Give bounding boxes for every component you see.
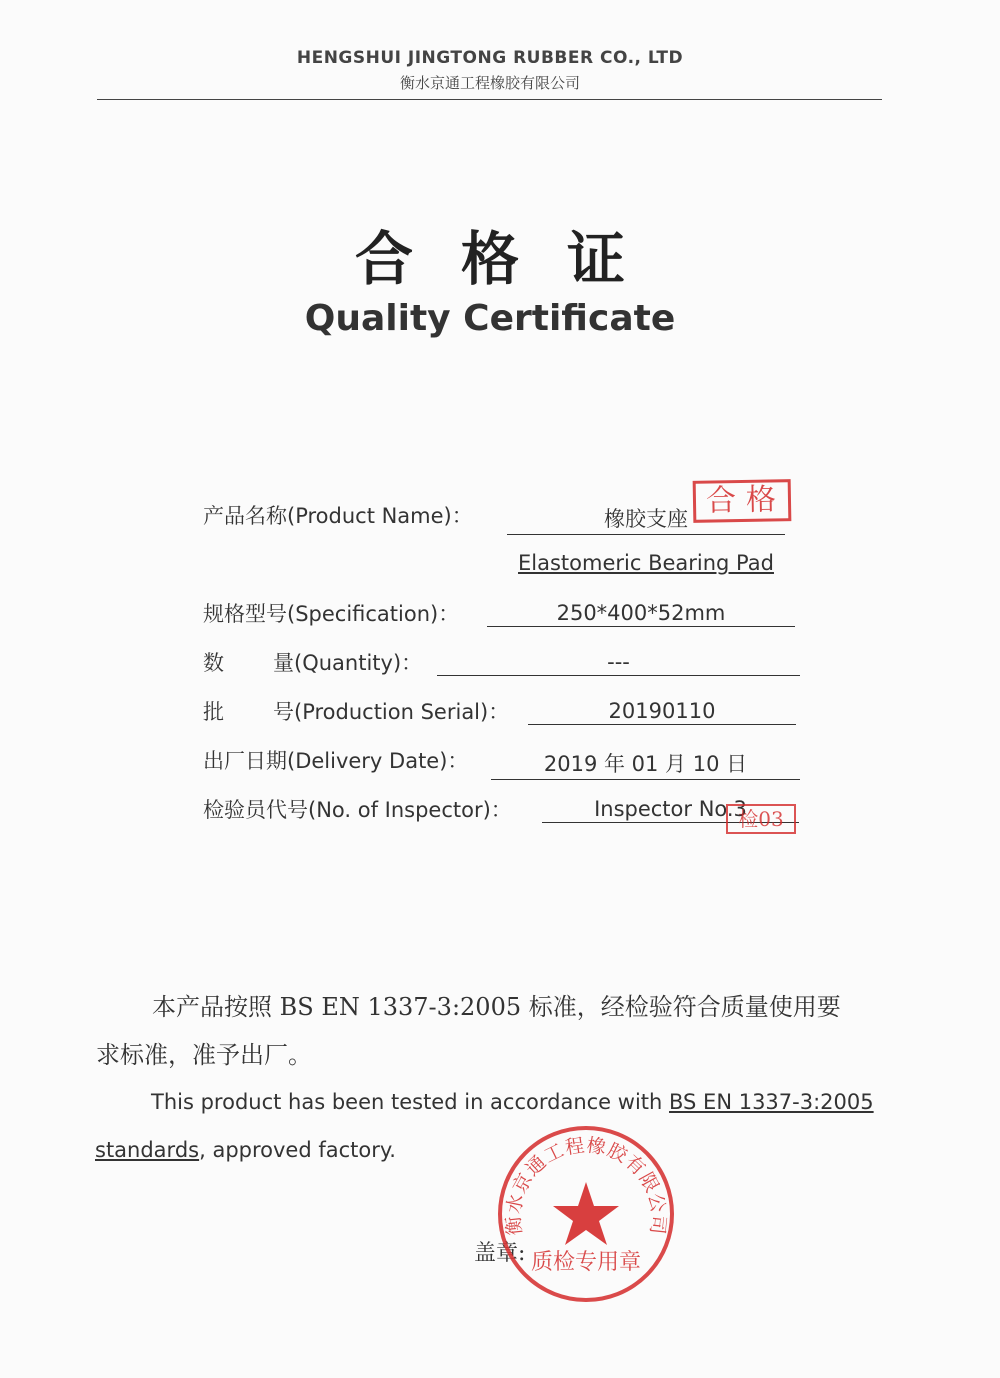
- serial-label-a: 批: [203, 700, 224, 724]
- title-en: Quality Certificate: [304, 298, 676, 339]
- statement-en-text-b: , approved factory.: [199, 1138, 396, 1162]
- product-name-en: Elastomeric Bearing Pad: [518, 551, 774, 575]
- delivery-date-label: 出厂日期(Delivery Date)：: [203, 749, 469, 773]
- serial-label-b: 号(Production Serial)：: [273, 700, 510, 724]
- quantity-label-a: 数: [203, 651, 224, 675]
- statement-en-text-a: This product has been tested in accordance with: [151, 1090, 670, 1114]
- seal-label: 盖章:: [474, 1241, 526, 1266]
- seal-star-icon: [553, 1182, 619, 1245]
- seal-bottom-text: 质检专用章: [530, 1250, 642, 1275]
- serial-value: 20190110: [528, 699, 796, 725]
- company-name-cn: 衡水京通工程橡胶有限公司: [399, 74, 580, 92]
- title-cn: 合格证: [354, 225, 673, 293]
- product-name-cn: 橡胶支座: [507, 503, 785, 535]
- inspector-stamp: 检03: [726, 804, 796, 834]
- pass-stamp: 合格: [693, 479, 792, 523]
- company-seal: [496, 1124, 676, 1304]
- product-name-label: 产品名称(Product Name)：: [203, 504, 473, 528]
- statement-cn-line2: 求标准，准予出厂。: [96, 1041, 312, 1069]
- specification-label: 规格型号(Specification)：: [203, 602, 460, 626]
- company-name-en: HENGSHUI JINGTONG RUBBER CO., LTD: [296, 48, 684, 68]
- seal-ring-text: 衡水京通工程橡胶有限公司: [502, 1134, 670, 1237]
- statement-en-line1: [151, 1090, 874, 1114]
- inspector-label: 检验员代号(No. of Inspector)：: [203, 798, 512, 822]
- quantity-label-b: 量(Quantity)：: [273, 651, 423, 675]
- inspector-value: Inspector No.3: [542, 797, 799, 823]
- delivery-date-value: 2019 年 01 月 10 日: [491, 748, 800, 780]
- statement-en-line2: [95, 1138, 396, 1162]
- specification-value: 250*400*52mm: [487, 601, 795, 627]
- statement-en-standard: BS EN 1337-3:2005: [669, 1090, 874, 1114]
- header-divider: [97, 99, 882, 100]
- statement-cn-line1: 本产品按照 BS EN 1337-3:2005 标准，经检验符合质量使用要: [152, 993, 841, 1021]
- statement-en-standards: standards: [95, 1138, 200, 1162]
- quantity-value: ---: [437, 650, 800, 676]
